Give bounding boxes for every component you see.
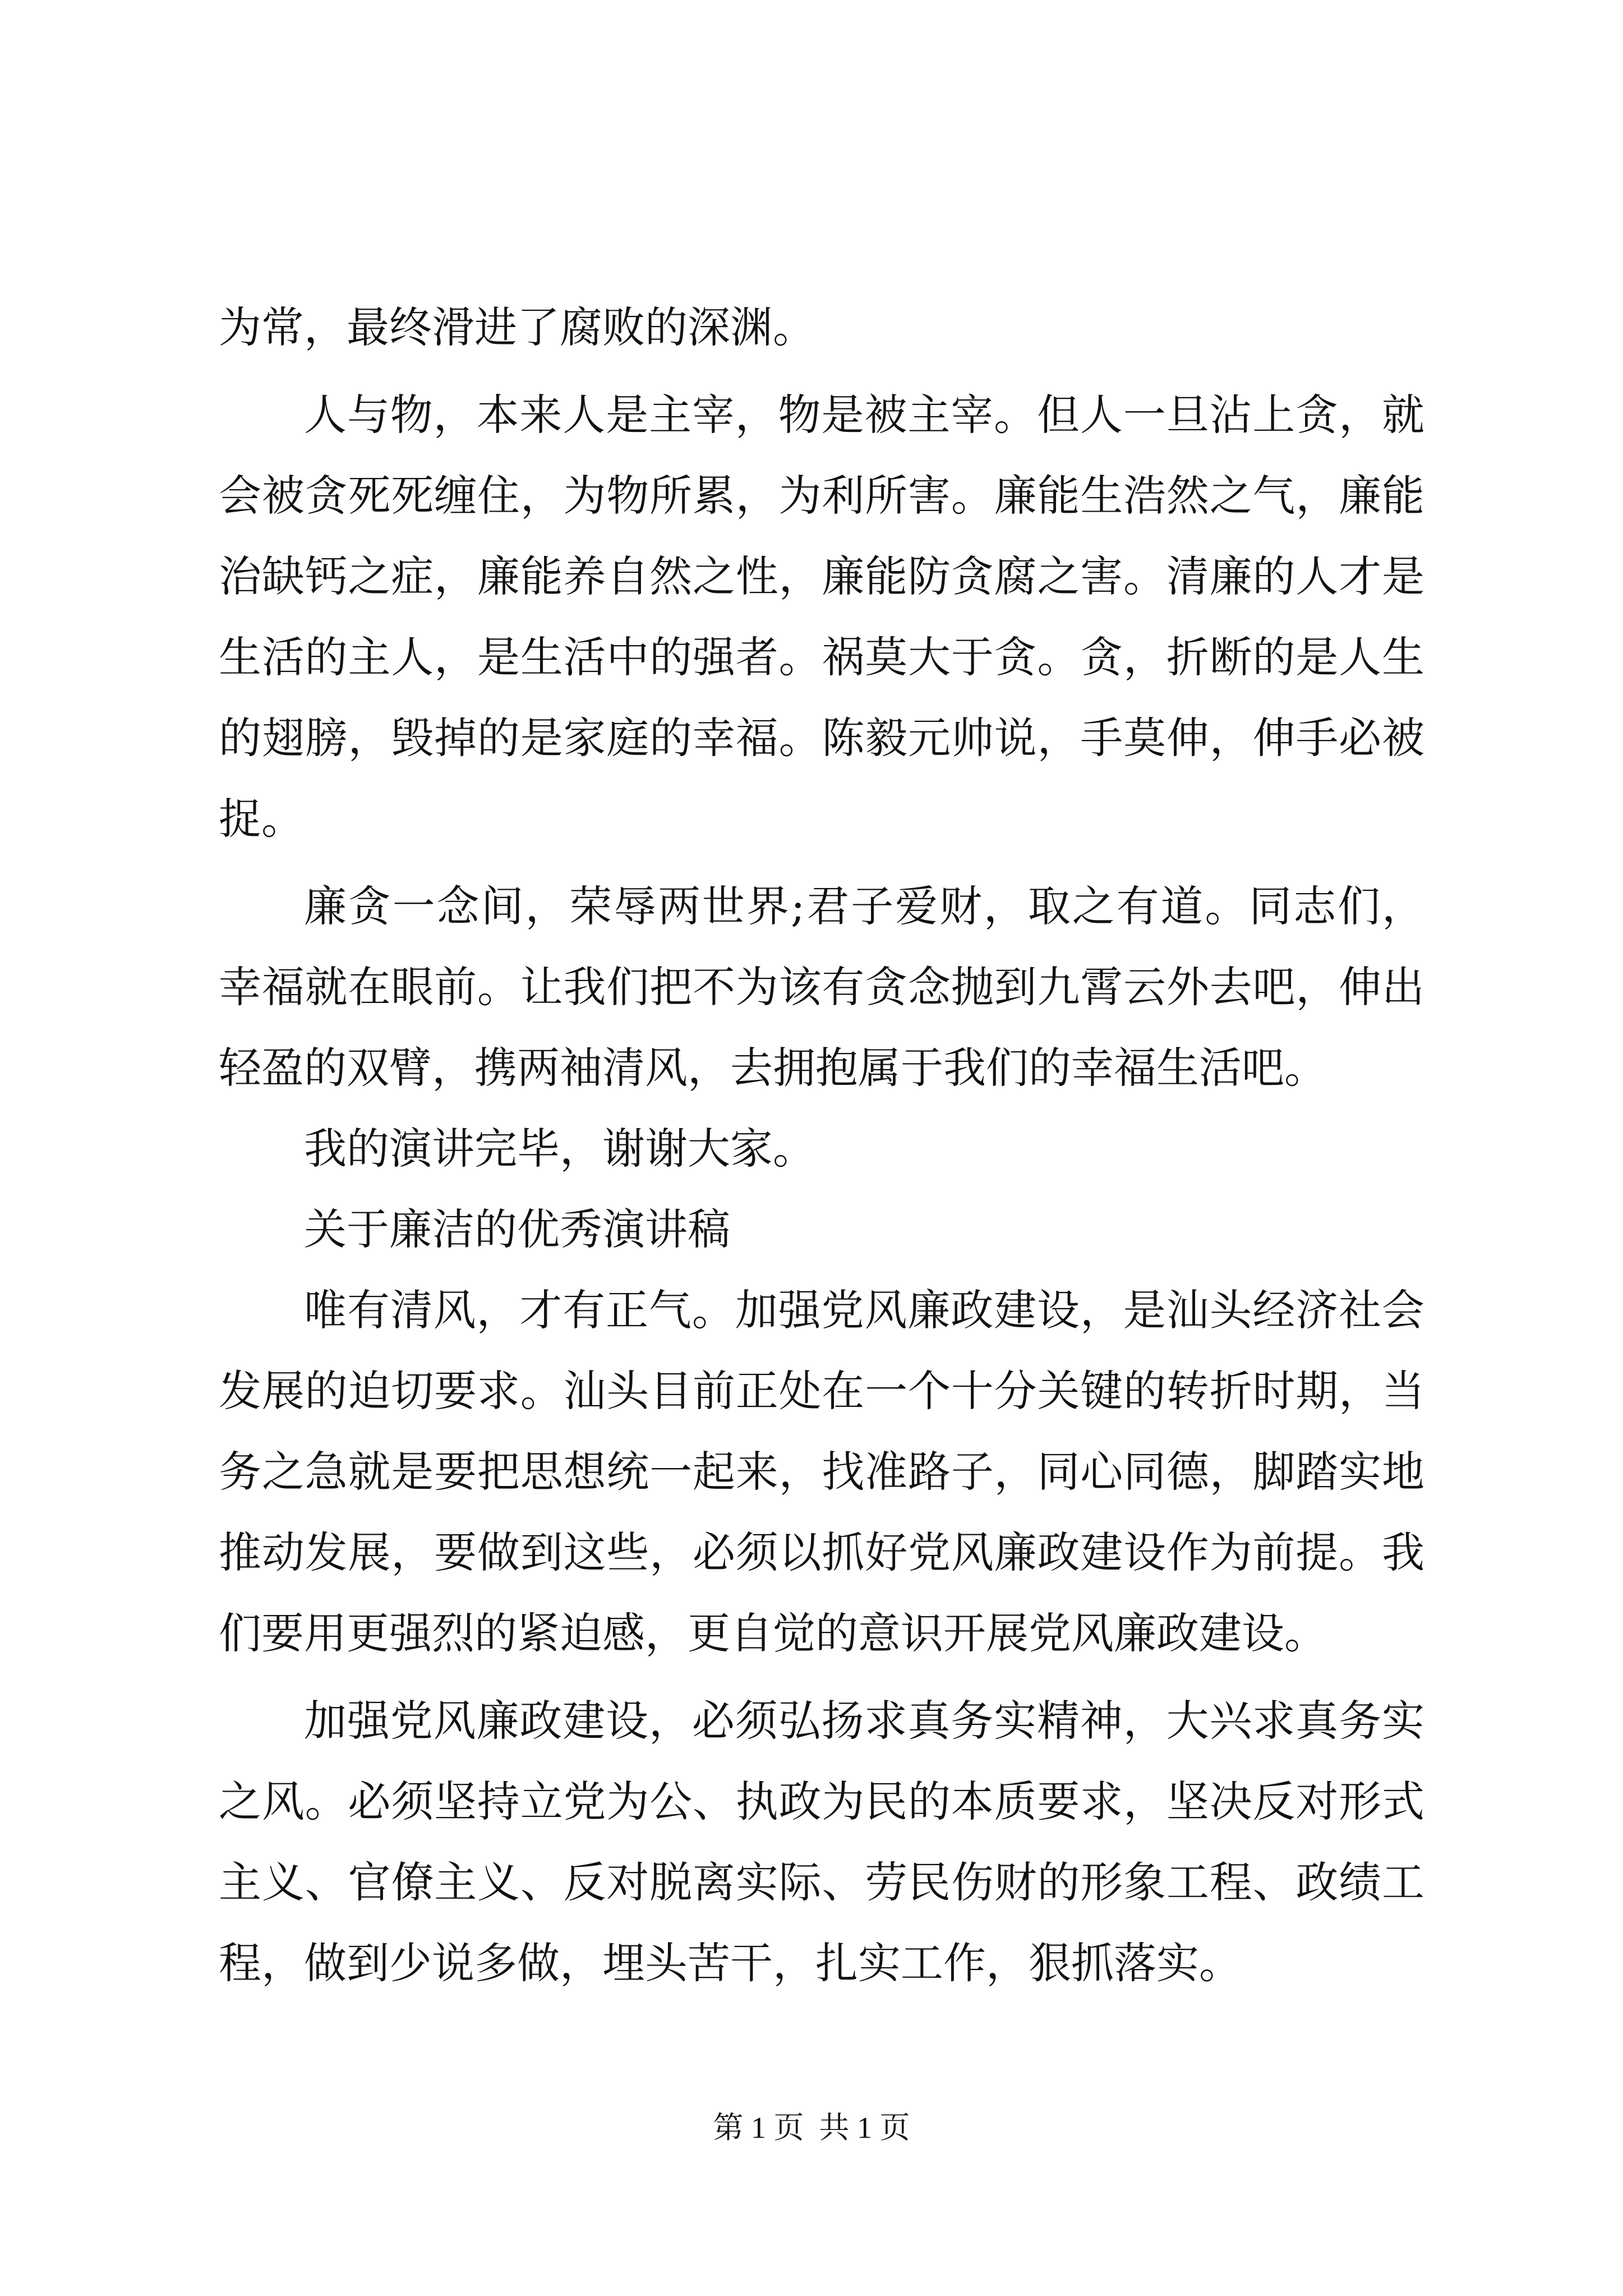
section-title (219, 1189, 1424, 1270)
text-line: 捉。 (219, 794, 304, 844)
text-line: 发展的迫切要求。汕头目前正处在一个十分关键的转折时期，当 (219, 1366, 1424, 1416)
text-line: 我的演讲完毕，谢谢大家。 (304, 1124, 815, 1174)
text-line: 的翅膀，毁掉的是家庭的幸福。陈毅元帅说，手莫伸，伸手必被 (219, 713, 1424, 763)
text-line: 务之急就是要把思想统一起来，找准路子，同心同德，脚踏实地 (219, 1447, 1424, 1497)
page-footer (0, 2108, 1623, 2147)
text-line: 推动发展，要做到这些，必须以抓好党风廉政建设作为前提。我 (219, 1527, 1424, 1577)
text-line: 轻盈的双臂，携两袖清风，去拥抱属于我们的幸福生活吧。 (219, 1043, 1327, 1093)
paragraph (219, 375, 1424, 859)
paragraph (219, 866, 1424, 1108)
text-line: 唯有清风，才有正气。加强党风廉政建设，是汕头经济社会 (304, 1285, 1424, 1335)
text-line: 会被贪死死缠住，为物所累，为利所害。廉能生浩然之气，廉能 (219, 471, 1424, 521)
text-line: 们要用更强烈的紧迫感，更自觉的意识开展党风廉政建设。 (219, 1608, 1327, 1658)
document-body (219, 287, 1424, 2004)
text-line: 关于廉洁的优秀演讲稿 (304, 1204, 730, 1254)
text-line: 为常，最终滑进了腐败的深渊。 (219, 302, 815, 352)
page-number-label: 第 1 页 共 1 页 (713, 2111, 910, 2145)
text-line: 人与物，本来人是主宰，物是被主宰。但人一旦沾上贪，就 (304, 390, 1424, 440)
text-line: 治缺钙之症，廉能养自然之性，廉能防贪腐之害。清廉的人才是 (219, 551, 1424, 601)
paragraph (219, 1108, 1424, 1189)
paragraph (219, 1270, 1424, 1674)
text-line: 主义、官僚主义、反对脱离实际、劳民伤财的形象工程、政绩工 (219, 1857, 1424, 1907)
paragraph-continuation (219, 287, 1424, 368)
text-line: 幸福就在眼前。让我们把不为该有贪念抛到九霄云外去吧，伸出 (219, 962, 1424, 1012)
text-line: 生活的主人，是生活中的强者。祸莫大于贪。贪，折断的是人生 (219, 632, 1424, 682)
text-line: 廉贪一念间，荣辱两世界;君子爱财，取之有道。同志们， (304, 881, 1424, 931)
text-line: 之风。必须坚持立党为公、执政为民的本质要求，坚决反对形式 (219, 1777, 1424, 1826)
text-line: 加强党风廉政建设，必须弘扬求真务实精神，大兴求真务实 (304, 1696, 1424, 1746)
paragraph (219, 1681, 1424, 2004)
text-line: 程，做到少说多做，埋头苦干，扎实工作，狠抓落实。 (219, 1938, 1242, 1988)
